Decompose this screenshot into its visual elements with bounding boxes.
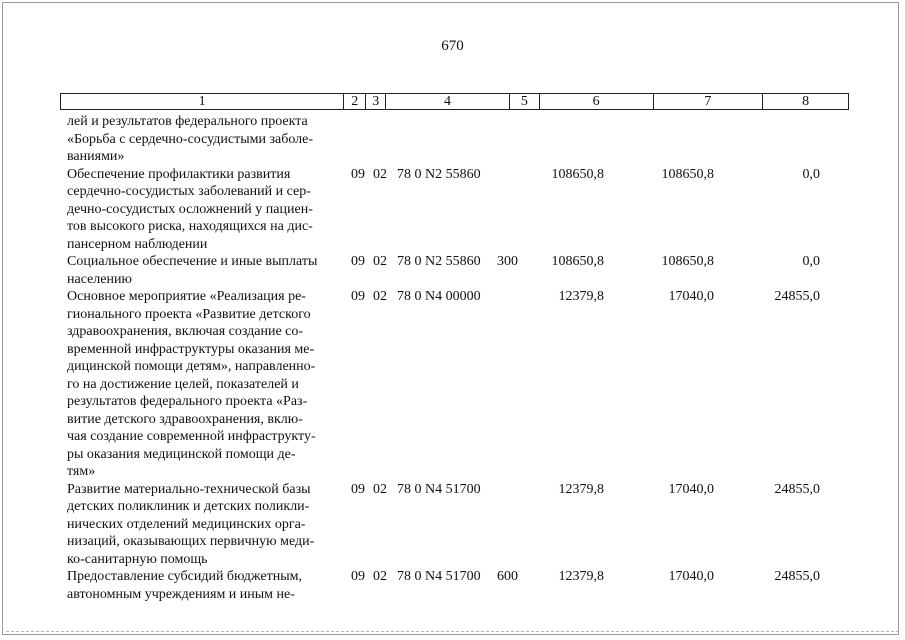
- amount-col-8: 24855,0: [774, 569, 820, 584]
- amount-col-6: 12379,8: [558, 289, 604, 304]
- description-line: нических отделений медицинских орга-: [67, 516, 306, 532]
- header-col-2: 2: [344, 94, 366, 109]
- row-description: [67, 481, 335, 569]
- header-col-4: 4: [386, 94, 510, 109]
- row-description: [67, 288, 335, 481]
- subsection-code: 02: [373, 166, 387, 182]
- description-line: дечно-сосудистых осложнений у пациен-: [67, 201, 313, 217]
- amount-col-8: 0,0: [802, 166, 820, 182]
- description-line: лей и результатов федерального проекта: [67, 114, 308, 129]
- description-line: автономным учреждениям и иным не-: [67, 586, 295, 602]
- expense-type-code: 600: [497, 569, 518, 584]
- description-line: населению: [67, 271, 132, 287]
- target-article-code: 78 0 N4 00000: [397, 289, 481, 304]
- header-col-5: 5: [510, 94, 540, 109]
- page-number: 670: [441, 38, 464, 54]
- description-line: тям»: [67, 464, 96, 479]
- subsection-code: 02: [373, 289, 387, 304]
- header-col-8: 8: [802, 94, 810, 109]
- amount-col-6: 108650,8: [551, 254, 604, 269]
- subsection-code: 02: [373, 254, 387, 269]
- target-article-code: 78 0 N4 51700: [397, 569, 481, 584]
- description-line: Социальное обеспечение и иные выплаты: [67, 254, 318, 269]
- row-description: [67, 166, 335, 254]
- description-line: гионального проекта «Развитие детского: [67, 306, 311, 322]
- amount-col-8: 0,0: [802, 254, 820, 269]
- expense-type-code: 300: [497, 254, 518, 269]
- amount-col-6: 12379,8: [558, 569, 604, 584]
- table-header: [60, 93, 849, 110]
- header-col-7: 7: [654, 94, 764, 109]
- description-line: пансерном наблюдении: [67, 236, 208, 252]
- description-line: «Борьба с сердечно-сосудистыми заболе-: [67, 131, 314, 147]
- description-line: тов высокого риска, находящихся на дис-: [67, 219, 313, 234]
- section-code: 09: [351, 481, 365, 497]
- description-line: детских поликлиник и детских поликли-: [67, 499, 310, 514]
- row-description: [67, 253, 335, 288]
- row-description: [67, 568, 335, 603]
- amount-col-6: 108650,8: [551, 166, 604, 182]
- description-line: ры оказания медицинской помощи де-: [67, 446, 296, 462]
- description-line: ко-санитарную помощь: [67, 551, 208, 567]
- amount-col-6: 12379,8: [558, 481, 604, 497]
- subsection-code: 02: [373, 569, 387, 584]
- description-line: низаций, оказывающих первичную меди-: [67, 534, 315, 549]
- section-code: 09: [351, 254, 365, 269]
- description-line: здравоохранения, включая создание со-: [67, 324, 304, 339]
- description-line: временной инфраструктуры оказания ме-: [67, 341, 315, 357]
- target-article-code: 78 0 N4 51700: [397, 481, 481, 497]
- amount-col-7: 17040,0: [668, 289, 714, 304]
- amount-col-8: 24855,0: [774, 481, 820, 497]
- header-col-1: 1: [61, 94, 344, 109]
- header-col-3: 3: [366, 94, 386, 109]
- description-line: Обеспечение профилактики развития: [67, 166, 291, 182]
- description-line: дицинской помощи детям», направленно-: [67, 359, 316, 374]
- row-description: [67, 113, 335, 166]
- description-line: го на достижение целей, показателей и: [67, 376, 299, 392]
- section-code: 09: [351, 289, 365, 304]
- amount-col-7: 17040,0: [668, 569, 714, 584]
- description-line: ваниями»: [67, 149, 125, 164]
- description-line: результатов федерального проекта «Раз-: [67, 394, 308, 409]
- description-line: чая создание современной инфраструкту-: [67, 429, 316, 444]
- scan-edge: [6, 631, 899, 632]
- description-line: Предоставление субсидий бюджетным,: [67, 569, 303, 584]
- amount-col-7: 108650,8: [661, 166, 714, 182]
- amount-col-8: 24855,0: [774, 289, 820, 304]
- subsection-code: 02: [373, 481, 387, 497]
- header-col-6: 6: [540, 94, 654, 109]
- target-article-code: 78 0 N2 55860: [397, 254, 481, 269]
- description-line: сердечно-сосудистых заболеваний и сер-: [67, 184, 311, 199]
- amount-col-7: 108650,8: [661, 254, 714, 269]
- description-line: Основное мероприятие «Реализация ре-: [67, 289, 306, 304]
- section-code: 09: [351, 569, 365, 584]
- description-line: Развитие материально-технической базы: [67, 481, 311, 497]
- amount-col-7: 17040,0: [668, 481, 714, 497]
- section-code: 09: [351, 166, 365, 182]
- target-article-code: 78 0 N2 55860: [397, 166, 481, 182]
- description-line: витие детского здравоохранения, вклю-: [67, 411, 303, 427]
